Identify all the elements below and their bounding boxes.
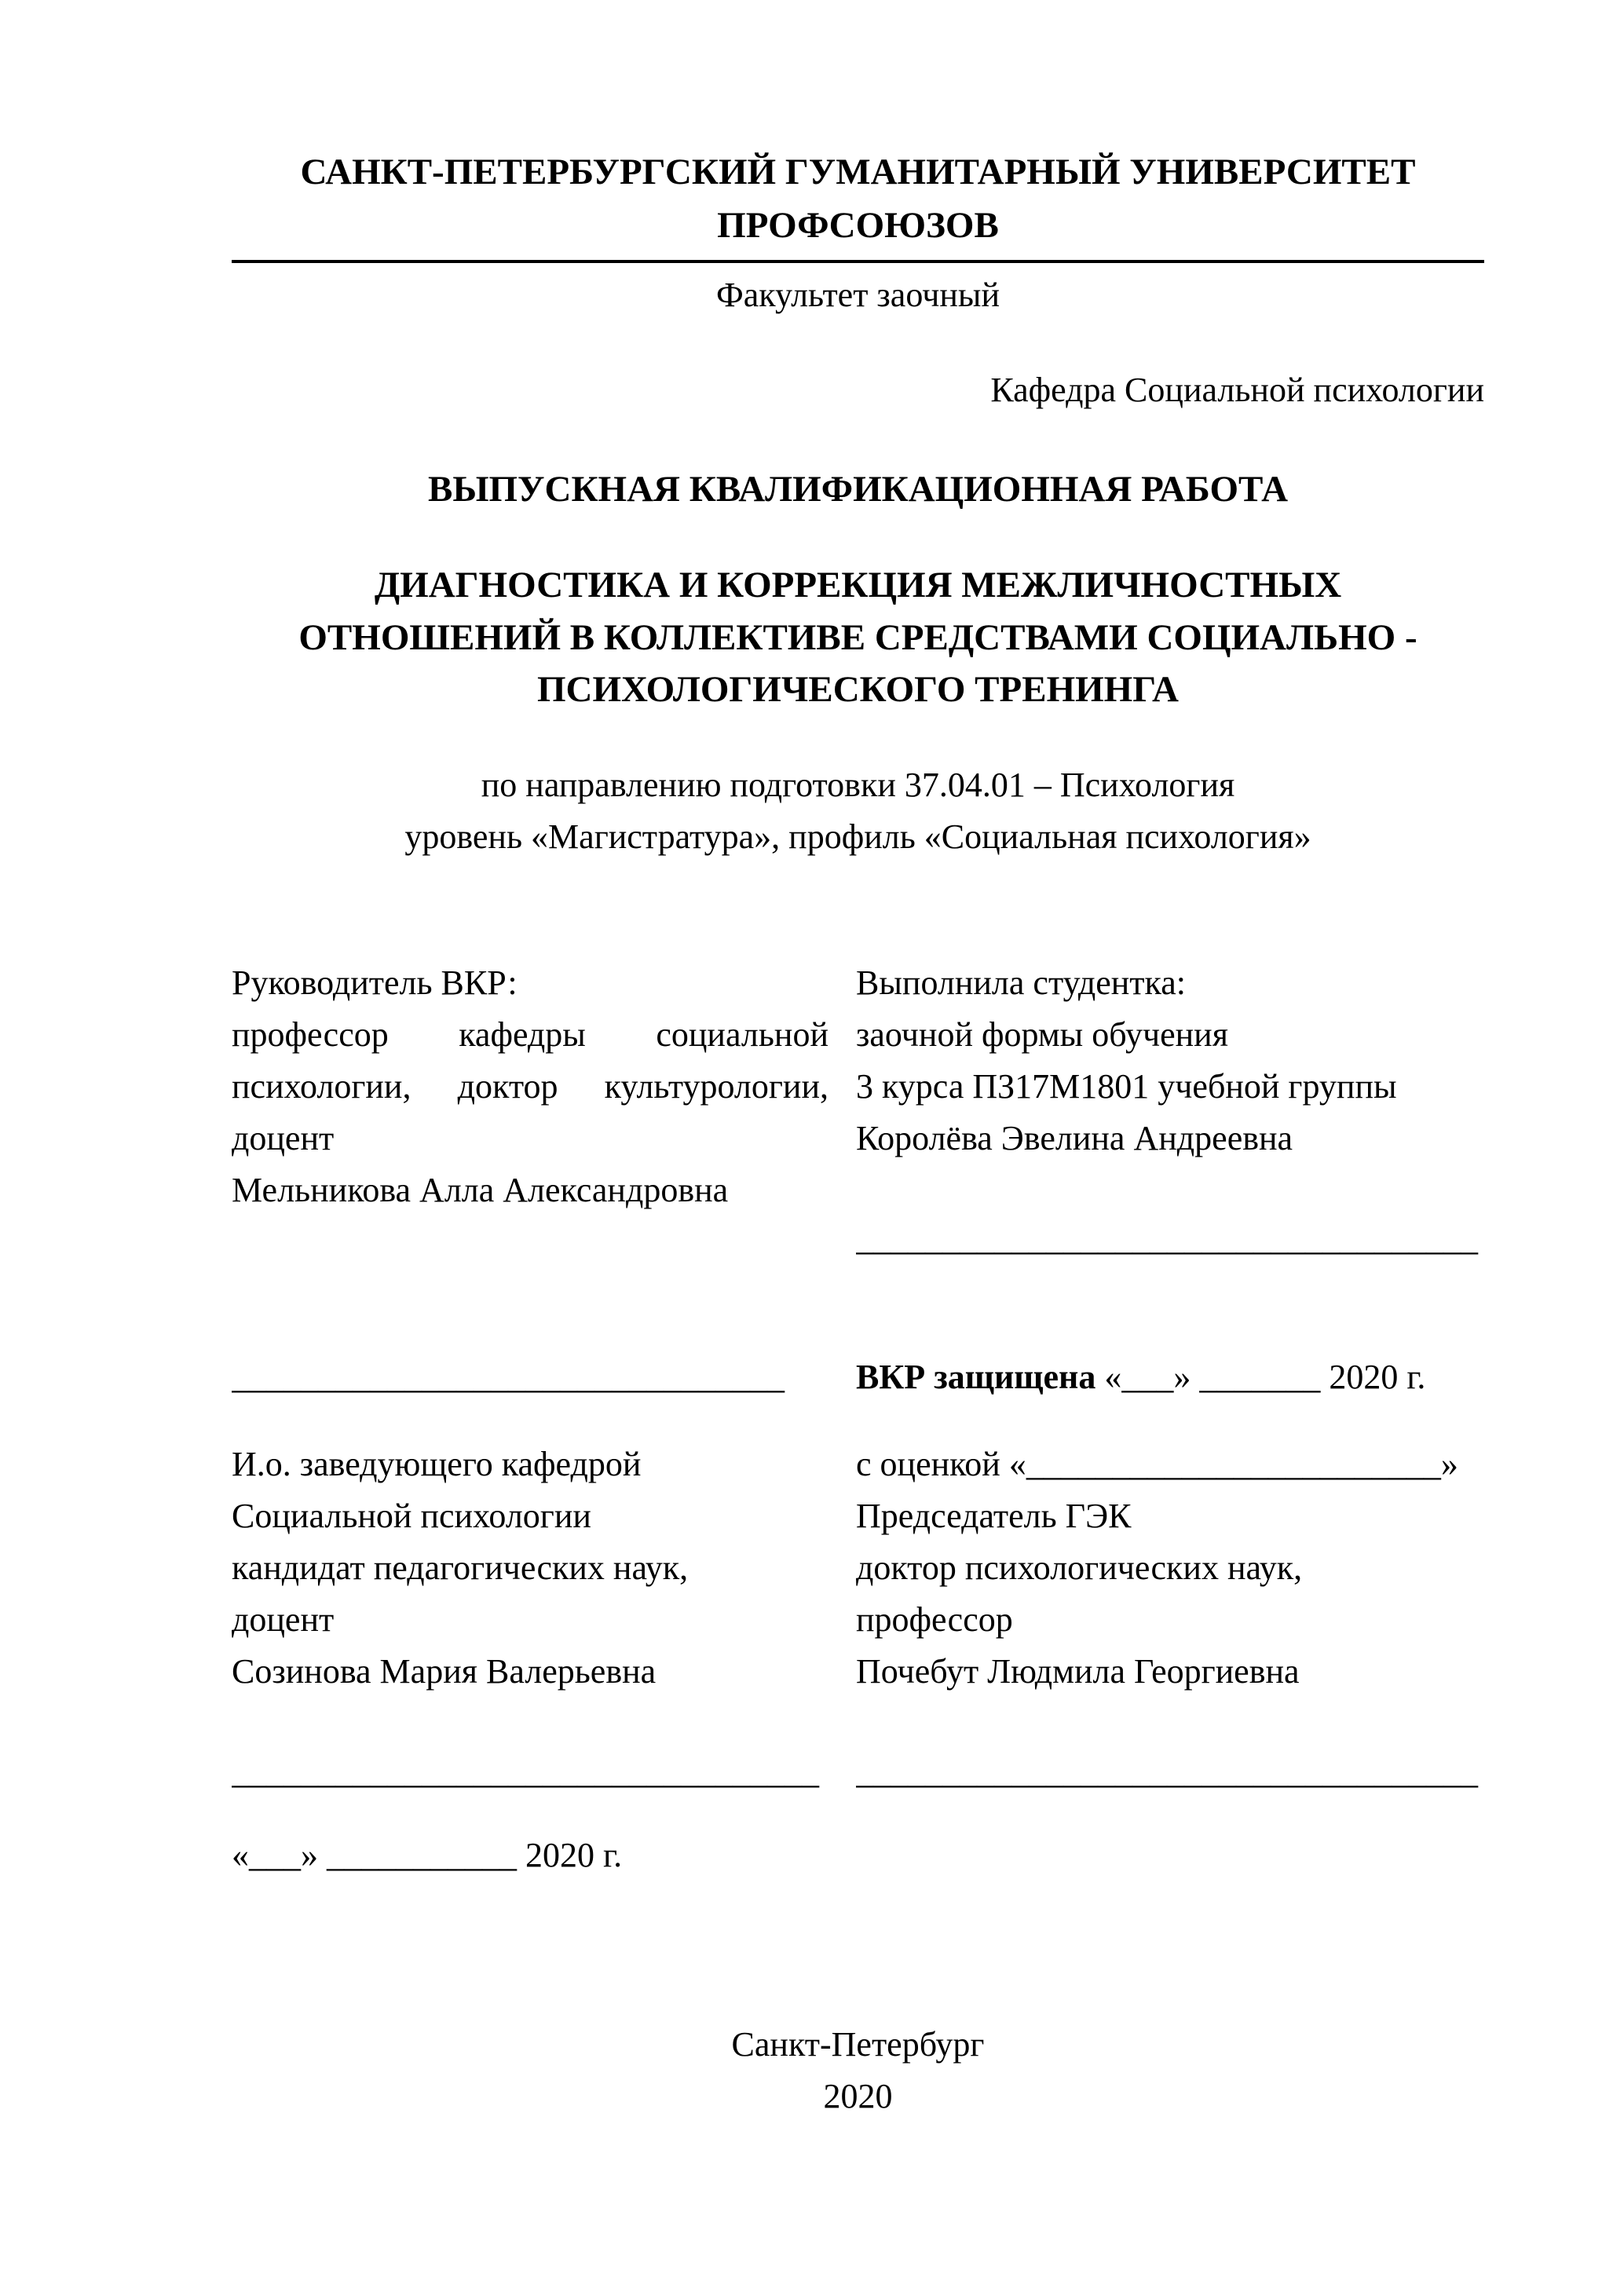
department-head-rank: доцент <box>232 1600 335 1640</box>
work-type-heading: ВЫПУСКНАЯ КВАЛИФИКАЦИОННАЯ РАБОТА <box>427 469 1289 510</box>
department-line: Кафедра Социальной психологии <box>990 371 1484 410</box>
student-column <box>856 957 1484 1265</box>
program-direction: по направлению подготовки 37.04.01 – Психология <box>481 766 1235 805</box>
committee-chair-name: Почебут Людмила Георгиевна <box>856 1652 1300 1691</box>
committee-chair-degree: доктор психологических наук, <box>856 1548 1303 1588</box>
grade-line: с оценкой «________________________» <box>856 1445 1458 1484</box>
student-signature-line: ____________________________________ <box>856 1219 1478 1259</box>
program-level: уровень «Магистратура», профиль «Социальная психология» <box>404 817 1311 857</box>
department-head-title-line2: Социальной психологии <box>232 1497 591 1536</box>
officials-block <box>232 1439 1484 1698</box>
committee-chair-rank: профессор <box>856 1600 1013 1640</box>
supervisor-column <box>232 957 828 1265</box>
student-study-form: заочной формы обучения <box>856 1015 1228 1055</box>
department-head-column <box>232 1439 828 1698</box>
defense-label-bold: ВКР защищена <box>856 1358 1096 1397</box>
footer <box>232 2019 1484 2122</box>
committee-chair-signature-line: ____________________________________ <box>856 1753 1478 1792</box>
footer-year: 2020 <box>823 2077 893 2116</box>
signatures-block <box>232 1746 1484 1798</box>
committee-column <box>856 1439 1484 1698</box>
faculty-line: Факультет заочный <box>715 276 1000 315</box>
defense-statement <box>856 1351 1484 1403</box>
student-label: Выполнила студентка: <box>856 963 1186 1003</box>
work-title-line1: ДИАГНОСТИКА И КОРРЕКЦИЯ МЕЖЛИЧНОСТНЫХ <box>374 565 1342 606</box>
department-head-name: Созинова Мария Валерьевна <box>232 1652 657 1691</box>
supervisor-name: Мельникова Алла Александровна <box>232 1171 729 1210</box>
department-head-degree: кандидат педагогических наук, <box>232 1548 689 1588</box>
supervisor-label: Руководитель ВКР: <box>232 963 518 1003</box>
committee-chair-title: Председатель ГЭК <box>856 1497 1132 1536</box>
people-block <box>232 957 1484 1265</box>
student-name: Королёва Эвелина Андреевна <box>856 1119 1293 1158</box>
department-head-signature-line: __________________________________ <box>232 1753 819 1792</box>
defense-label-rest: «___» _______ 2020 г. <box>1095 1358 1426 1397</box>
work-title-line3: ПСИХОЛОГИЧЕСКОГО ТРЕНИНГА <box>537 669 1179 711</box>
work-title-line2: ОТНОШЕНИЙ В КОЛЛЕКТИВЕ СРЕДСТВАМИ СОЦИАЛЬНО - <box>298 616 1417 658</box>
university-header <box>232 145 1484 263</box>
footer-city: Санкт-Петербург <box>731 2025 985 2064</box>
defense-block <box>232 1351 1484 1403</box>
supervisor-signature-line: ________________________________ <box>232 1358 785 1397</box>
student-group: 3 курса ПЗ17М1801 учебной группы <box>856 1067 1397 1106</box>
program-info <box>232 759 1484 863</box>
university-name-line2: ПРОФСОЮЗОВ <box>717 205 999 247</box>
supervisor-position: профессор кафедры социальной психологии, доктор культурологии, доцент <box>232 1015 828 1158</box>
university-name-line1: САНКТ-ПЕТЕРБУРГСКИЙ ГУМАНИТАРНЫЙ УНИВЕРСИТЕТ <box>300 152 1416 192</box>
approval-date-line: «___» ___________ 2020 г. <box>232 1836 623 1875</box>
work-title <box>232 559 1484 716</box>
department-head-title-line1: И.о. заведующего кафедрой <box>232 1445 642 1484</box>
